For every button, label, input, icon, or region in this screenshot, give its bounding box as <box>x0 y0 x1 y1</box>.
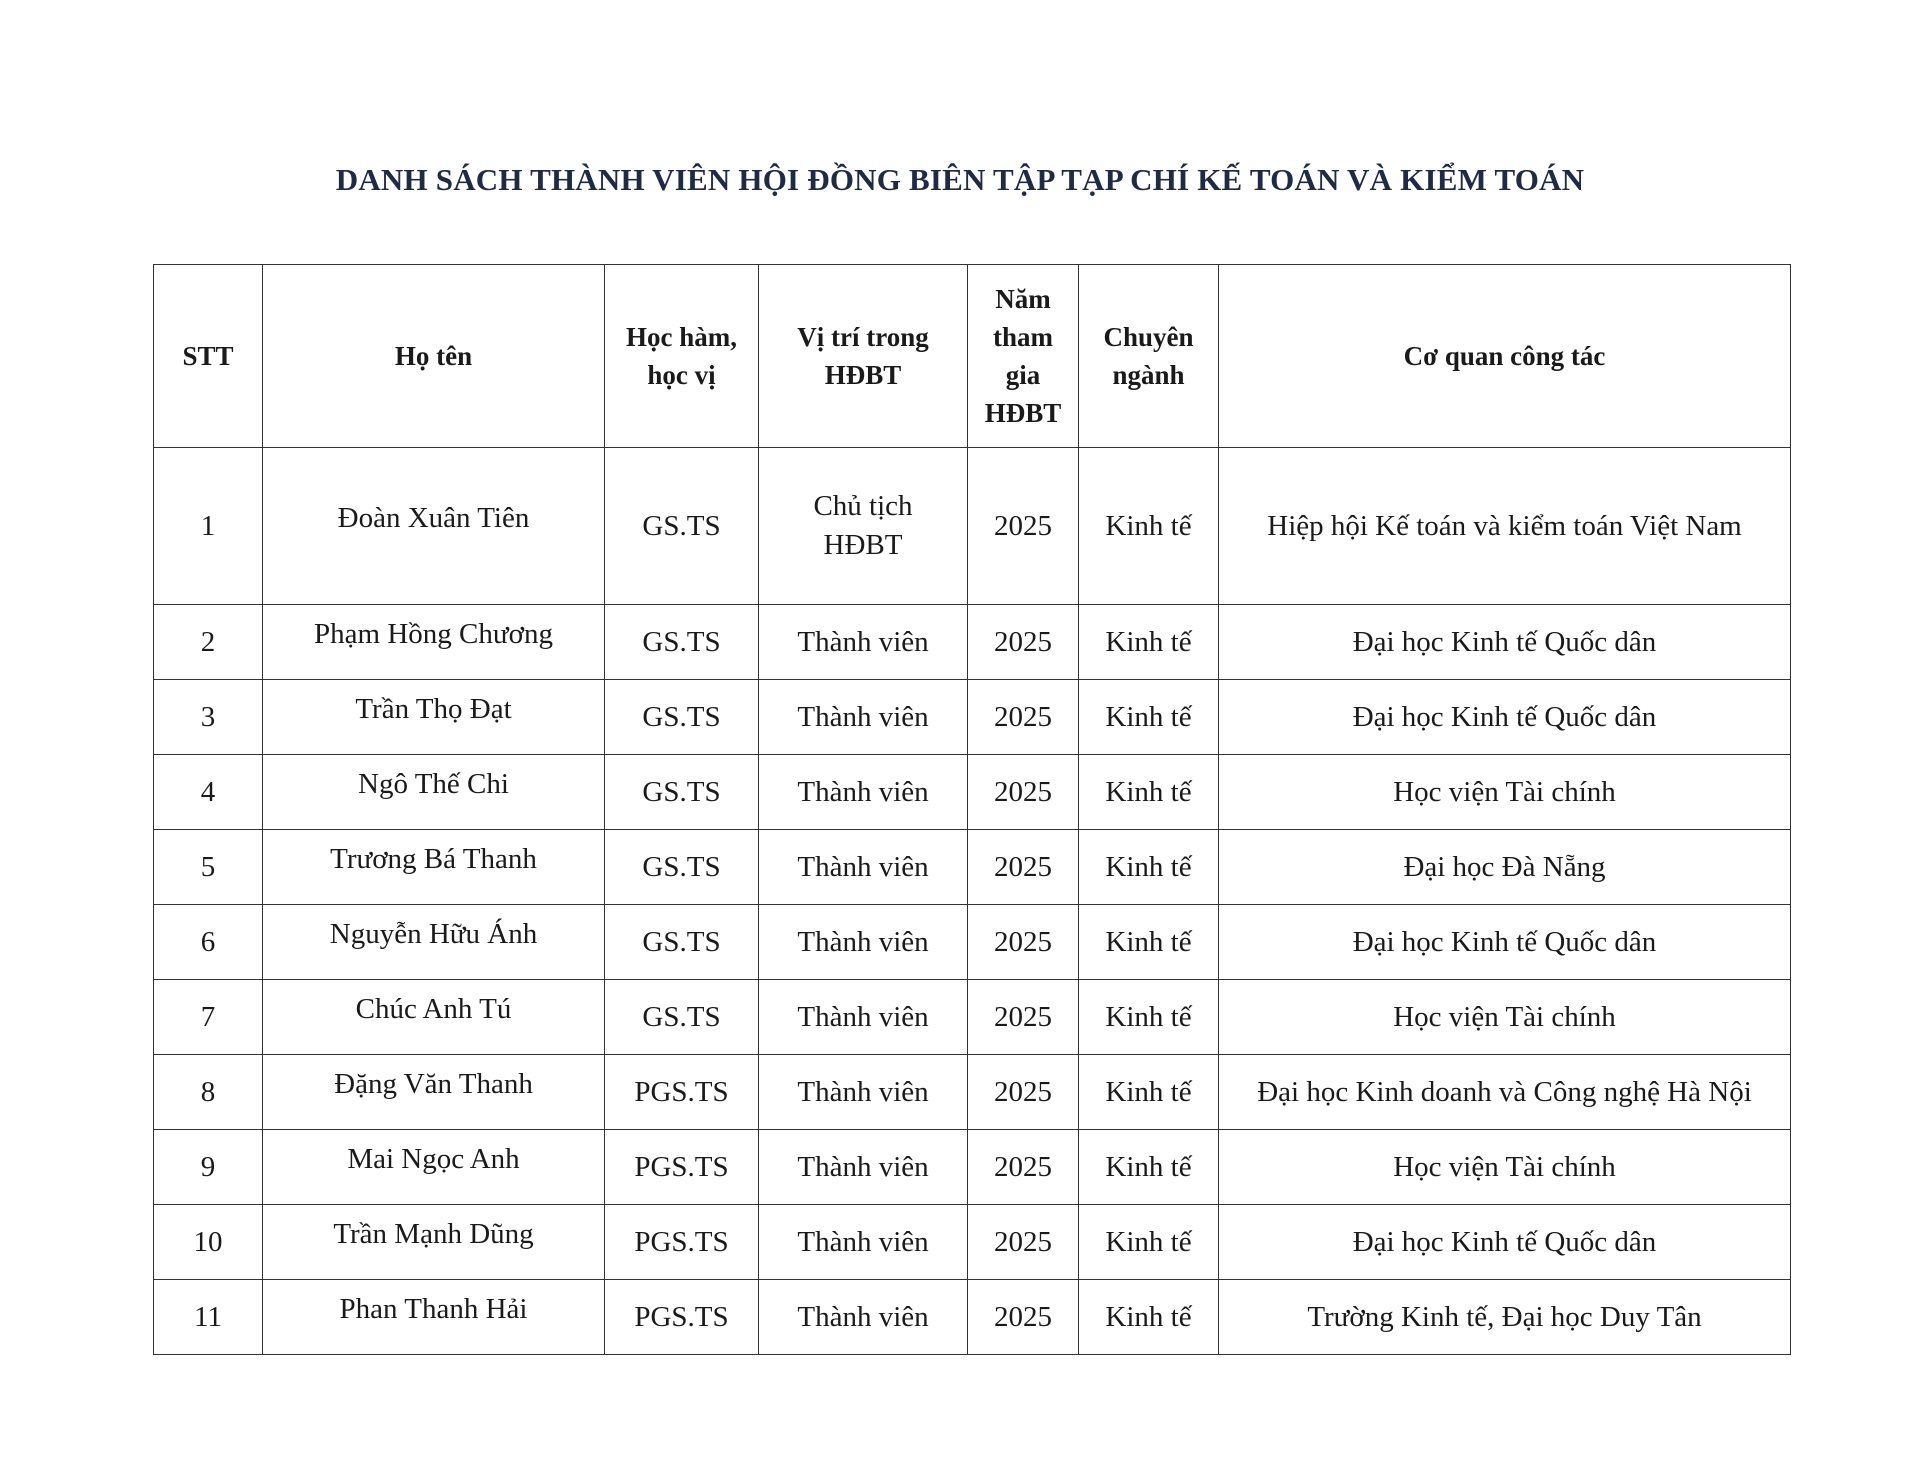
cell-stt: 6 <box>154 905 263 980</box>
cell-position: Thành viên <box>759 755 968 830</box>
cell-organization: Trường Kinh tế, Đại học Duy Tân <box>1219 1280 1791 1355</box>
cell-organization: Học viện Tài chính <box>1219 1130 1791 1205</box>
cell-name <box>263 830 605 905</box>
cell-year: 2025 <box>968 605 1079 680</box>
table-row <box>154 830 1791 905</box>
cell-field: Kinh tế <box>1079 448 1219 605</box>
cell-name <box>263 1130 605 1205</box>
cell-degree: PGS.TS <box>605 1055 759 1130</box>
cell-year: 2025 <box>968 448 1079 605</box>
cell-field: Kinh tế <box>1079 605 1219 680</box>
member-name: Trần Thọ Đạt <box>355 692 512 725</box>
cell-name <box>263 755 605 830</box>
cell-year: 2025 <box>968 1280 1079 1355</box>
member-name: Mai Ngọc Anh <box>347 1142 520 1175</box>
cell-field: Kinh tế <box>1079 830 1219 905</box>
cell-organization: Đại học Đà Nẵng <box>1219 830 1791 905</box>
cell-degree: GS.TS <box>605 905 759 980</box>
cell-organization: Đại học Kinh tế Quốc dân <box>1219 605 1791 680</box>
cell-field: Kinh tế <box>1079 680 1219 755</box>
cell-year: 2025 <box>968 680 1079 755</box>
cell-year: 2025 <box>968 755 1079 830</box>
cell-position: Thành viên <box>759 905 968 980</box>
cell-year: 2025 <box>968 980 1079 1055</box>
cell-organization: Hiệp hội Kế toán và kiểm toán Việt Nam <box>1219 448 1791 605</box>
cell-degree: GS.TS <box>605 605 759 680</box>
member-name: Đặng Văn Thanh <box>334 1067 533 1100</box>
cell-name <box>263 448 605 605</box>
cell-organization: Học viện Tài chính <box>1219 980 1791 1055</box>
cell-field: Kinh tế <box>1079 1130 1219 1205</box>
cell-stt: 4 <box>154 755 263 830</box>
cell-name <box>263 1280 605 1355</box>
table-row <box>154 680 1791 755</box>
header-organization: Cơ quan công tác <box>1219 265 1791 448</box>
table-row <box>154 755 1791 830</box>
member-name: Đoàn Xuân Tiên <box>337 501 530 534</box>
cell-name <box>263 1205 605 1280</box>
cell-position: Thành viên <box>759 1130 968 1205</box>
cell-stt: 9 <box>154 1130 263 1205</box>
table-row <box>154 905 1791 980</box>
cell-degree: GS.TS <box>605 448 759 605</box>
cell-degree: GS.TS <box>605 755 759 830</box>
member-name: Ngô Thế Chi <box>358 767 509 800</box>
table-row <box>154 1130 1791 1205</box>
table-row <box>154 1205 1791 1280</box>
cell-position: Thành viên <box>759 1055 968 1130</box>
table-row <box>154 1280 1791 1355</box>
header-year: Năm tham gia HĐBT <box>968 265 1079 448</box>
cell-organization: Đại học Kinh tế Quốc dân <box>1219 680 1791 755</box>
cell-name <box>263 905 605 980</box>
cell-position: Thành viên <box>759 1205 968 1280</box>
header-name: Họ tên <box>263 265 605 448</box>
cell-degree: GS.TS <box>605 680 759 755</box>
cell-stt: 7 <box>154 980 263 1055</box>
table-row <box>154 980 1791 1055</box>
cell-field: Kinh tế <box>1079 1280 1219 1355</box>
cell-position: Thành viên <box>759 680 968 755</box>
cell-stt: 1 <box>154 448 263 605</box>
cell-organization: Học viện Tài chính <box>1219 755 1791 830</box>
member-name: Nguyễn Hữu Ánh <box>329 917 538 950</box>
cell-stt: 2 <box>154 605 263 680</box>
cell-name <box>263 605 605 680</box>
member-name: Trần Mạnh Dũng <box>333 1217 534 1250</box>
page-title: DANH SÁCH THÀNH VIÊN HỘI ĐỒNG BIÊN TẬP TẠP CHÍ KẾ TOÁN VÀ KIỂM TOÁN <box>335 162 1585 197</box>
header-position: Vị trí trong HĐBT <box>759 265 968 448</box>
cell-field: Kinh tế <box>1079 905 1219 980</box>
table-row <box>154 448 1791 605</box>
member-table <box>153 264 1791 1355</box>
cell-position: Thành viên <box>759 1280 968 1355</box>
cell-year: 2025 <box>968 830 1079 905</box>
cell-name <box>263 1055 605 1130</box>
header-field: Chuyên ngành <box>1079 265 1219 448</box>
cell-field: Kinh tế <box>1079 755 1219 830</box>
cell-organization: Đại học Kinh tế Quốc dân <box>1219 905 1791 980</box>
cell-position: Thành viên <box>759 830 968 905</box>
cell-degree: PGS.TS <box>605 1130 759 1205</box>
cell-year: 2025 <box>968 905 1079 980</box>
cell-name <box>263 980 605 1055</box>
cell-stt: 8 <box>154 1055 263 1130</box>
member-name: Phạm Hồng Chương <box>314 617 553 650</box>
cell-position: Thành viên <box>759 605 968 680</box>
cell-name <box>263 680 605 755</box>
cell-stt: 5 <box>154 830 263 905</box>
cell-stt: 3 <box>154 680 263 755</box>
cell-position: Thành viên <box>759 980 968 1055</box>
member-name: Phan Thanh Hải <box>339 1292 528 1325</box>
cell-organization: Đại học Kinh tế Quốc dân <box>1219 1205 1791 1280</box>
cell-degree: PGS.TS <box>605 1280 759 1355</box>
header-degree: Học hàm, học vị <box>605 265 759 448</box>
table-row <box>154 1055 1791 1130</box>
cell-degree: GS.TS <box>605 980 759 1055</box>
cell-stt: 11 <box>154 1280 263 1355</box>
cell-stt: 10 <box>154 1205 263 1280</box>
header-stt: STT <box>154 265 263 448</box>
cell-degree: PGS.TS <box>605 1205 759 1280</box>
cell-field: Kinh tế <box>1079 1205 1219 1280</box>
table-header-row <box>154 265 1791 448</box>
cell-degree: GS.TS <box>605 830 759 905</box>
cell-year: 2025 <box>968 1205 1079 1280</box>
cell-position: Chủ tịch HĐBT <box>759 448 968 605</box>
cell-field: Kinh tế <box>1079 1055 1219 1130</box>
cell-organization: Đại học Kinh doanh và Công nghệ Hà Nội <box>1219 1055 1791 1130</box>
table-row <box>154 605 1791 680</box>
cell-year: 2025 <box>968 1130 1079 1205</box>
member-name: Trương Bá Thanh <box>330 842 537 875</box>
cell-field: Kinh tế <box>1079 980 1219 1055</box>
member-name: Chúc Anh Tú <box>355 992 512 1025</box>
cell-year: 2025 <box>968 1055 1079 1130</box>
